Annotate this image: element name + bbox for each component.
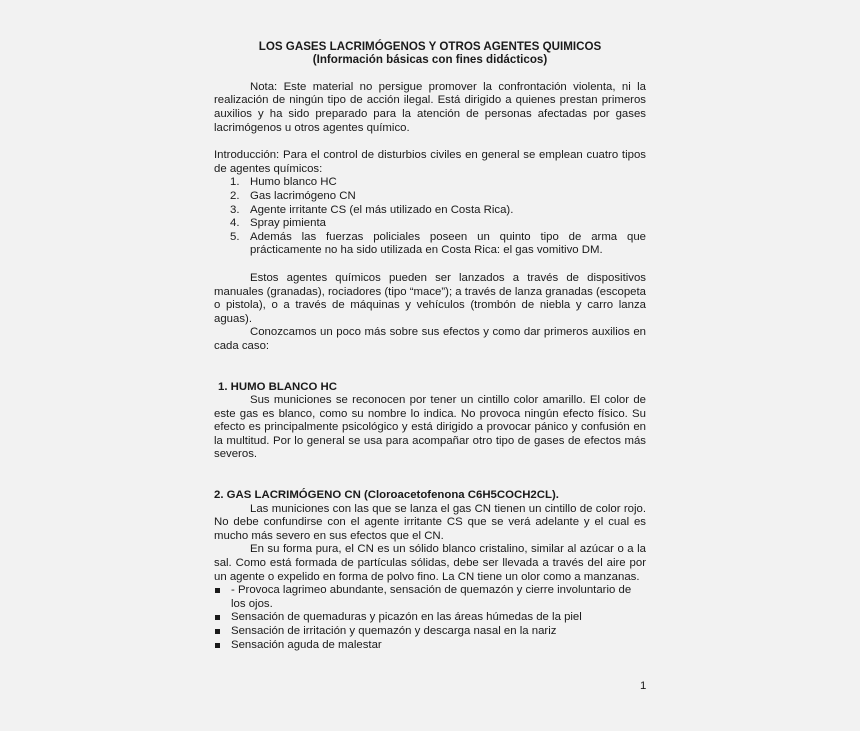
section2-heading: 2. GAS LACRIMÓGENO CN (Cloroacetofenona C6H5COCH2CL). xyxy=(214,489,559,502)
agents-list xyxy=(214,176,646,258)
bullet-icon xyxy=(215,588,220,593)
list-item: 4. Spray pimienta xyxy=(230,217,326,230)
bullet-icon xyxy=(215,629,220,634)
document-subtitle: (Información básicas con fines didácticos) xyxy=(312,53,548,67)
note-paragraph: Nota: Este material no persigue promover la confrontación violenta, ni la realización de ningún tipo de acción ilegal. Está dirigido a quienes prestan primeros auxilios y ha sido preparado para la atención de personas afectadas por gases lacrimógenos u otros agentes químico. xyxy=(214,80,646,134)
list-item: - Provoca lagrimeo abundante, sensación de quemazón y cierre involuntario de los ojos. xyxy=(214,584,646,611)
list-item: 3. Agente irritante CS (el más utilizado en Costa Rica). xyxy=(230,203,514,216)
intro-paragraph: Introducción: Para el control de disturbios civiles en general se emplean cuatro tipos de agentes químicos: xyxy=(214,149,646,175)
page-number: 1 xyxy=(640,680,647,692)
section2-paragraph-2: En su forma pura, el CN es un sólido blanco cristalino, similar al azúcar o a la sal. Como está formada de partículas sólidas, debe ser llevada a través del aire por un agente o expelido en forma de polvo fino. La CN tiene un olor como a manzanas. xyxy=(214,543,646,583)
effects-list xyxy=(214,584,646,652)
list-item: 5. Además las fuerzas policiales poseen un quinto tipo de arma que prácticamente no ha sido utilizada en Costa Rica: el gas vomitivo DM. xyxy=(230,230,646,257)
list-item: Sensación de irritación y quemazón y descarga nasal en la nariz xyxy=(214,625,646,639)
more-paragraph: Conozcamos un poco más sobre sus efectos y como dar primeros auxilios en cada caso: xyxy=(214,326,646,352)
list-item: Sensación de quemaduras y picazón en las áreas húmedas de la piel xyxy=(214,611,646,625)
list-item: 1. Humo blanco HC xyxy=(230,176,337,189)
launch-paragraph: Estos agentes químicos pueden ser lanzados a través de dispositivos manuales (granadas), rociadores (tipo “mace”); a través de lanza granadas (escopeta o pistola), o a través de máquinas y vehículos (trombón de niebla y carro lanza aguas). xyxy=(214,271,646,325)
document-body xyxy=(214,40,646,652)
section1-body: Sus municiones se reconocen por tener un cintillo color amarillo. El color de este gas es blanco, como su nombre lo indica. No provoca ningún efecto físico. Su efecto es principalmente psicológico y está dirigido a provocar pánico y confusión en la multitud. Por lo general se usa para acompañar otro tipo de gases de efectos más severos. xyxy=(214,394,646,461)
section1-heading: 1. HUMO BLANCO HC xyxy=(218,380,337,393)
bullet-icon xyxy=(215,615,220,620)
document-title: LOS GASES LACRIMÓGENOS Y OTROS AGENTES QUIMICOS xyxy=(258,40,602,53)
list-item: Sensación aguda de malestar xyxy=(214,639,646,653)
section2-paragraph-1: Las municiones con las que se lanza el gas CN tienen un cintillo de color rojo. No debe confundirse con el agente irritante CS que se verá adelante y el cual es mucho más severo en sus efectos que el CN. xyxy=(214,502,646,542)
list-item: 2. Gas lacrimógeno CN xyxy=(230,189,356,202)
bullet-icon xyxy=(215,643,220,648)
